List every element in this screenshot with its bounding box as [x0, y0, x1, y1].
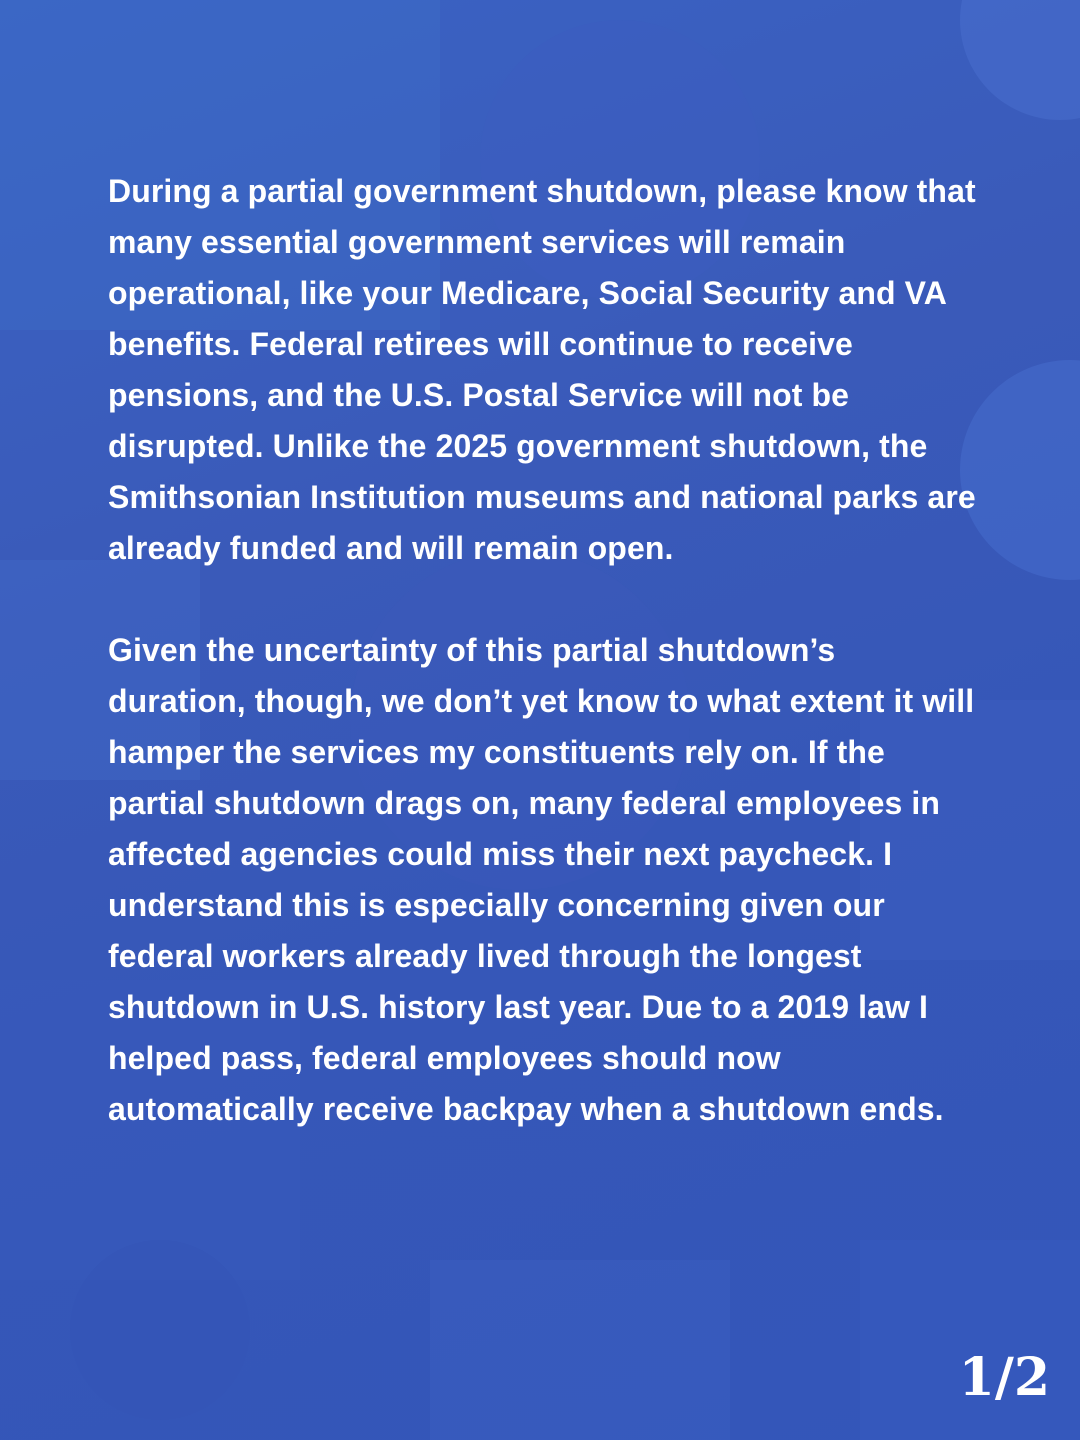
page-indicator: 1/2 [958, 1347, 1050, 1408]
paragraph-2: Given the uncertainty of this partial shutdown’s duration, though, we don’t yet know to what extent it will hamper the services my constituents rely on. If the partial shutdown drags on, many federal employees in affected agencies could miss their next paycheck. I understand this is especially concerning given our federal workers already lived through the longest shutdown in U.S. history last year. Due to a 2019 law I helped pass, federal employees should now automatically receive backpay when a shutdown ends. [108, 632, 975, 1127]
paragraph-1: During a partial government shutdown, please know that many essential government services will remain operational, like your Medicare, Social Security and VA benefits. Federal retirees will continue to receive pensions, and the U.S. Postal Service will not be disrupted. Unlike the 2025 government shutdown, the Smithsonian Institution museums and national parks are already funded and will remain open. [108, 173, 976, 566]
body-text [108, 166, 978, 1135]
